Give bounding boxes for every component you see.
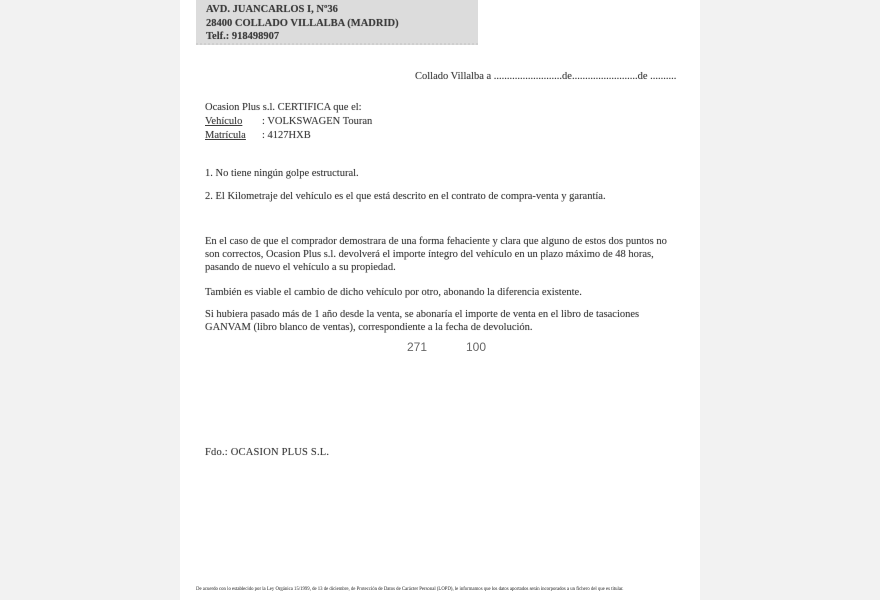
date-line: Collado Villalba a ..........................de.........................de .......... (415, 71, 677, 82)
vehicle-value: : VOLKSWAGEN Touran (262, 116, 373, 127)
vehicle-row (205, 115, 372, 128)
valuation-paragraph: Si hubiera pasado más de 1 año desde la venta, se abonaría el importe de venta en el libro de tasaciones GANVAM (libro blanco de ventas), correspondiente a la fecha de devolución. (205, 309, 640, 333)
annotation-number-1: 271 (407, 340, 428, 354)
certificate-intro: Ocasion Plus s.l. CERTIFICA que el: (205, 102, 362, 113)
company-address-box (196, 0, 478, 45)
plate-value: : 4127HXB (262, 130, 311, 141)
condition-item-2: 2. El Kilometraje del vehículo es el que está descrito en el contrato de compra-venta y garantía. (205, 191, 606, 202)
exchange-paragraph: También es viable el cambio de dicho vehículo por otro, abonando la diferencia existente. (205, 287, 582, 298)
condition-item-1: 1. No tiene ningún golpe estructural. (205, 168, 359, 179)
annotation-number-2: 100 (466, 340, 487, 354)
legal-footer: De acuerdo con lo establecido por la Ley Orgánica 15/1999, de 13 de diciembre, de Protección de Datos de Carácter Personal (LOPD), le informamos que los datos aportados serán incorporados a un fichero del que es titular. (196, 586, 624, 592)
document-page (180, 0, 700, 600)
signature-line: Fdo.: OCASION PLUS S.L. (205, 447, 330, 458)
plate-row (205, 129, 311, 142)
company-phone-line: Telf.: 918498907 (206, 31, 280, 42)
vehicle-label: Vehículo (205, 116, 243, 127)
company-address-line1: AVD. JUANCARLOS I, Nº36 (206, 4, 338, 15)
plate-label: Matrícula (205, 130, 246, 141)
refund-paragraph: En el caso de que el comprador demostrara de una forma fehaciente y clara que alguno de estos dos puntos no son correctos, Ocasion Plus s.l. devolverá el importe íntegro del vehículo en un plazo máximo de 48 horas, pasando de nuevo el vehículo a su propiedad. (205, 236, 667, 273)
company-address-line2: 28400 COLLADO VILLALBA (MADRID) (206, 17, 399, 29)
